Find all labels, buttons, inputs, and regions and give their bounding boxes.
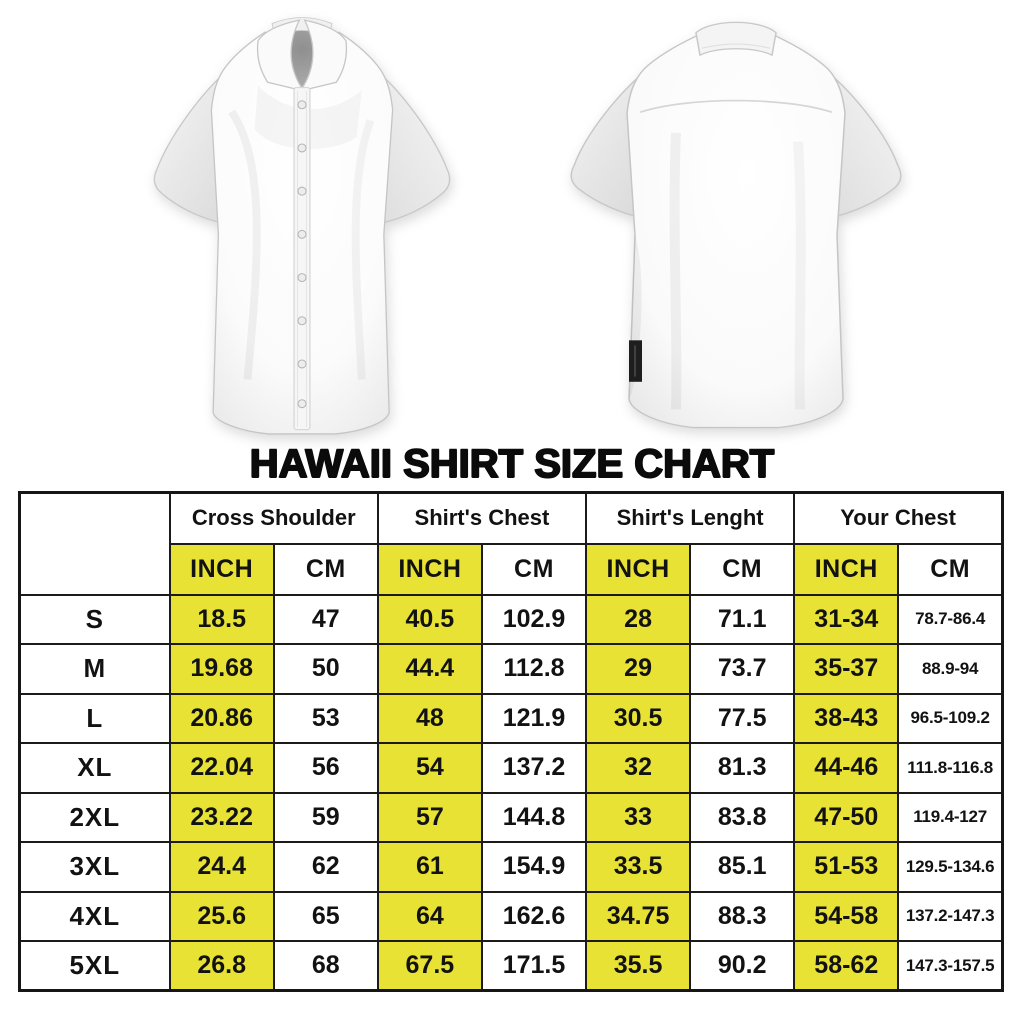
value-cell-cm: 119.4-127 [898, 793, 1002, 843]
value-cell-cm: 85.1 [690, 842, 794, 892]
value-cell-cm: 171.5 [482, 941, 586, 991]
value-cell-cm: 147.3-157.5 [898, 941, 1002, 991]
value-cell-cm: 88.9-94 [898, 644, 1002, 694]
value-cell-cm: 59 [274, 793, 378, 843]
table-row [20, 892, 1003, 942]
value-cell-inch: 33.5 [586, 842, 690, 892]
page-title: HAWAII SHIRT SIZE CHART [249, 442, 775, 486]
value-cell-cm: 62 [274, 842, 378, 892]
value-cell-cm: 102.9 [482, 595, 586, 645]
size-label: L [20, 694, 170, 744]
value-cell-cm: 47 [274, 595, 378, 645]
size-chart-table [18, 491, 1004, 992]
value-cell-cm: 121.9 [482, 694, 586, 744]
size-label: 4XL [20, 892, 170, 942]
value-cell-cm: 90.2 [690, 941, 794, 991]
table-row [20, 694, 1003, 744]
value-cell-inch: 57 [378, 793, 482, 843]
value-cell-inch: 67.5 [378, 941, 482, 991]
shirt-back-photo [536, 12, 936, 444]
value-cell-inch: 38-43 [794, 694, 898, 744]
value-cell-inch: 54 [378, 743, 482, 793]
value-cell-inch: 64 [378, 892, 482, 942]
value-cell-inch: 51-53 [794, 842, 898, 892]
unit-header-inch: INCH [794, 544, 898, 595]
unit-header-cm: CM [690, 544, 794, 595]
value-cell-inch: 18.5 [170, 595, 274, 645]
table-row [20, 941, 1003, 991]
value-cell-inch: 34.75 [586, 892, 690, 942]
unit-header-inch: INCH [586, 544, 690, 595]
table-row [20, 644, 1003, 694]
value-cell-cm: 129.5-134.6 [898, 842, 1002, 892]
size-label: 5XL [20, 941, 170, 991]
value-cell-cm: 154.9 [482, 842, 586, 892]
shirt-front-photo [126, 8, 478, 440]
value-cell-cm: 71.1 [690, 595, 794, 645]
value-cell-inch: 24.4 [170, 842, 274, 892]
col-group-your-chest: Your Chest [794, 493, 1002, 544]
back-body [627, 36, 845, 427]
value-cell-cm: 137.2 [482, 743, 586, 793]
value-cell-inch: 44-46 [794, 743, 898, 793]
size-rows [20, 595, 1003, 991]
value-cell-inch: 54-58 [794, 892, 898, 942]
value-cell-inch: 31-34 [794, 595, 898, 645]
corner-cell [20, 493, 170, 595]
value-cell-cm: 68 [274, 941, 378, 991]
value-cell-cm: 53 [274, 694, 378, 744]
value-cell-inch: 19.68 [170, 644, 274, 694]
value-cell-cm: 88.3 [690, 892, 794, 942]
value-cell-cm: 65 [274, 892, 378, 942]
unit-header-cm: CM [898, 544, 1002, 595]
value-cell-cm: 77.5 [690, 694, 794, 744]
value-cell-cm: 50 [274, 644, 378, 694]
value-cell-inch: 25.6 [170, 892, 274, 942]
value-cell-cm: 144.8 [482, 793, 586, 843]
value-cell-inch: 35.5 [586, 941, 690, 991]
col-group-shirts-lenght: Shirt's Lenght [586, 493, 794, 544]
size-label: M [20, 644, 170, 694]
value-cell-inch: 22.04 [170, 743, 274, 793]
value-cell-inch: 23.22 [170, 793, 274, 843]
col-group-cross-shoulder: Cross Shoulder [170, 493, 378, 544]
value-cell-cm: 96.5-109.2 [898, 694, 1002, 744]
value-cell-inch: 28 [586, 595, 690, 645]
value-cell-cm: 112.8 [482, 644, 586, 694]
value-cell-inch: 40.5 [378, 595, 482, 645]
value-cell-cm: 83.8 [690, 793, 794, 843]
unit-header-cm: CM [482, 544, 586, 595]
unit-header-inch: INCH [378, 544, 482, 595]
value-cell-inch: 29 [586, 644, 690, 694]
value-cell-inch: 30.5 [586, 694, 690, 744]
size-label: 2XL [20, 793, 170, 843]
value-cell-cm: 56 [274, 743, 378, 793]
value-cell-inch: 35-37 [794, 644, 898, 694]
value-cell-inch: 47-50 [794, 793, 898, 843]
value-cell-inch: 32 [586, 743, 690, 793]
value-cell-inch: 58-62 [794, 941, 898, 991]
unit-header-cm: CM [274, 544, 378, 595]
table-row [20, 842, 1003, 892]
value-cell-cm: 162.6 [482, 892, 586, 942]
value-cell-inch: 61 [378, 842, 482, 892]
value-cell-cm: 111.8-116.8 [898, 743, 1002, 793]
table-row [20, 595, 1003, 645]
value-cell-inch: 44.4 [378, 644, 482, 694]
size-label: 3XL [20, 842, 170, 892]
unit-header-inch: INCH [170, 544, 274, 595]
group-header-row [20, 493, 1003, 544]
value-cell-cm: 78.7-86.4 [898, 595, 1002, 645]
value-cell-cm: 137.2-147.3 [898, 892, 1002, 942]
value-cell-cm: 73.7 [690, 644, 794, 694]
value-cell-inch: 48 [378, 694, 482, 744]
value-cell-inch: 26.8 [170, 941, 274, 991]
size-label: XL [20, 743, 170, 793]
table-row [20, 793, 1003, 843]
table-row [20, 743, 1003, 793]
value-cell-cm: 81.3 [690, 743, 794, 793]
col-group-shirts-chest: Shirt's Chest [378, 493, 586, 544]
front-placket [294, 87, 310, 429]
size-label: S [20, 595, 170, 645]
value-cell-inch: 20.86 [170, 694, 274, 744]
value-cell-inch: 33 [586, 793, 690, 843]
